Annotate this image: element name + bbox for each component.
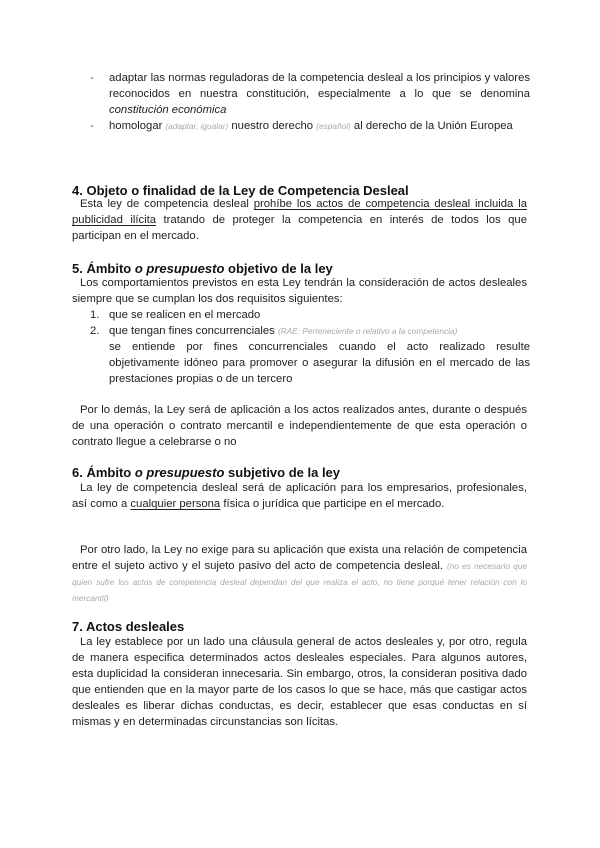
item-continuation: se entiende por fines concurrenciales cuando el acto realizado resulte objetivamente idóneo para promover o asegurar la difusión en el mercado de las prestaciones propias o de un tercero — [109, 340, 530, 385]
section-6-paragraph-2 — [72, 543, 527, 607]
bullet-text: adaptar las normas reguladoras de la competencia desleal a los principios y valores reconocidos en nuestra constitución, especialmente a lo que se denomina — [109, 72, 530, 100]
bullet-marker: - — [90, 72, 94, 84]
numbered-item — [90, 324, 530, 388]
underlined-text: cualquier persona — [130, 497, 221, 510]
bullet-marker: - — [90, 120, 94, 132]
heading-text: objetivo de la ley — [224, 261, 333, 276]
bullet-text: homologar — [109, 120, 166, 132]
section-4-paragraph — [72, 197, 527, 245]
paragraph-text: física o jurídica que participe en el mercado. — [220, 497, 445, 510]
heading-text: 5. Ámbito — [72, 261, 135, 276]
paragraph-text: tratando de proteger la competencia en interés de todos los que participan en el mercado. — [72, 213, 527, 242]
paragraph-text: Esta ley de competencia desleal — [80, 198, 254, 210]
bullet-text: nuestro derecho — [228, 120, 317, 132]
item-number: 1. — [90, 309, 100, 321]
margin-note: (no es necesario que quien sufre los actos de competencia desleal dependan del que realiza el acto, no tiene porqué tener relación con lo mercantil) — [72, 560, 527, 603]
underlined-text: prohíbe los actos de competencia desleal incluida la publicidad ilícita — [72, 198, 527, 226]
item-number: 2. — [90, 325, 100, 337]
heading-text: subjetivo de la ley — [224, 465, 341, 480]
section-4-heading: 4. Objeto o finalidad de la Ley de Competencia Desleal — [72, 183, 409, 198]
section-5-intro: Los comportamientos previstos en esta Ley tendrán la consideración de actos desleales siempre que se cumplan los dos requisitos siguientes: — [72, 277, 527, 305]
bullet-italic-term: constitución económica — [109, 103, 227, 116]
margin-note: (RAE: Perteneciente o relativo a la competencia) — [277, 326, 458, 336]
section-7-paragraph: La ley establece por un lado una cláusula general de actos desleales y, por otro, regula de manera especifica determinados actos desleales especiales. Para algunos autores, esta duplicidad la consideran innecesaria. Sin embargo, otros, la consideran positiva dado que entienden que en la mayor parte de los casos lo que se hace, más que castigar actos desleales es liberar dichas conductas, es decir, establecer que esas conductas en sí mismas y en determinadas circunstancias son lícitas. — [72, 636, 527, 728]
numbered-item — [90, 308, 530, 324]
item-text: que tengan fines concurrenciales — [109, 325, 278, 337]
section-7-heading: 7. Actos desleales — [72, 619, 185, 634]
margin-note: (adaptar, igualar) — [165, 121, 229, 131]
heading-italic: o presupuesto — [134, 261, 225, 276]
section-6-heading — [72, 465, 340, 481]
heading-italic: o presupuesto — [134, 465, 225, 480]
bullet-item — [90, 71, 530, 119]
item-text: que se realicen en el mercado — [109, 309, 261, 321]
section-5-paragraph: Por lo demás, la Ley será de aplicación a los actos realizados antes, durante o después de una operación o contrato mercantil e independientemente de que esta operación o contrato llegue a celebrarse o no — [72, 404, 527, 448]
bullet-item — [90, 119, 530, 135]
section-6-paragraph — [72, 481, 527, 513]
bullet-text: al derecho de la Unión Europea — [350, 120, 513, 132]
heading-text: 6. Ámbito — [72, 465, 135, 480]
section-5-heading — [72, 261, 333, 277]
margin-note: (español) — [316, 121, 351, 131]
paragraph-text: Por otro lado, la Ley no exige para su aplicación que exista una relación de competencia entre el sujeto activo y el sujeto pasivo del acto de competencia desleal. — [72, 544, 527, 572]
paragraph-text: La ley de competencia desleal será de aplicación para los empresarios, profesionales, así como a — [72, 482, 527, 510]
